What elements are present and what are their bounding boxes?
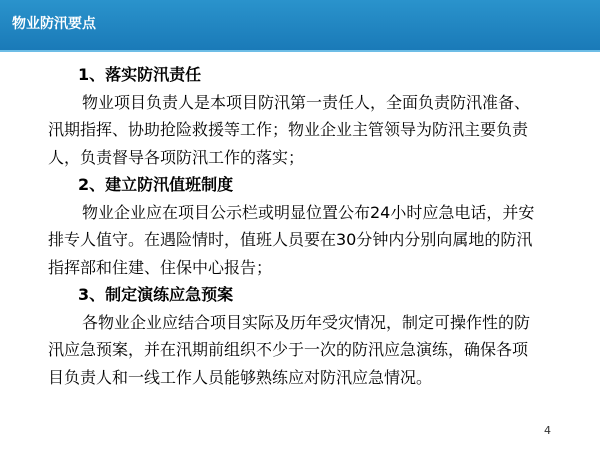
section-title: 1、落实防汛责任 [78,65,202,84]
body-line: 汛应急预案，并在汛期前组织不少于一次的防汛应急演练，确保各项 [48,340,529,359]
body-line: 排专人值守。在遇险情时，值班人员要在30分钟内分别向属地的防汛 [48,230,533,249]
header-accent-line [0,50,600,52]
body-line: 人，负责督导各项防汛工作的落实； [48,147,305,167]
header-bar [0,0,600,50]
body-line: 汛期指挥、协助抢险救援等工作；物业企业主管领导为防汛主要负责 [48,120,529,139]
section-title: 2、建立防汛值班制度 [78,175,234,194]
section-duty-system [0,171,600,281]
body-line: 物业企业应在项目公示栏或明显位置公布24小时应急电话，并安 [82,202,535,222]
page-number: 4 [544,424,551,437]
body-line: 各物业企业应结合项目实际及历年受灾情况，制定可操作性的防 [82,312,531,332]
page-title: 物业防汛要点 [12,16,96,32]
section-title: 3、制定演练应急预案 [78,285,234,304]
section-emergency-plan [0,281,600,391]
body-line: 指挥部和住建、住保中心报告； [48,257,273,277]
section-responsibility [0,61,600,171]
main-content [0,61,600,391]
body-line: 物业项目负责人是本项目防汛第一责任人，全面负责防汛准备、 [82,92,531,112]
body-line: 目负责人和一线工作人员能够熟练应对防汛应急情况。 [48,367,433,387]
